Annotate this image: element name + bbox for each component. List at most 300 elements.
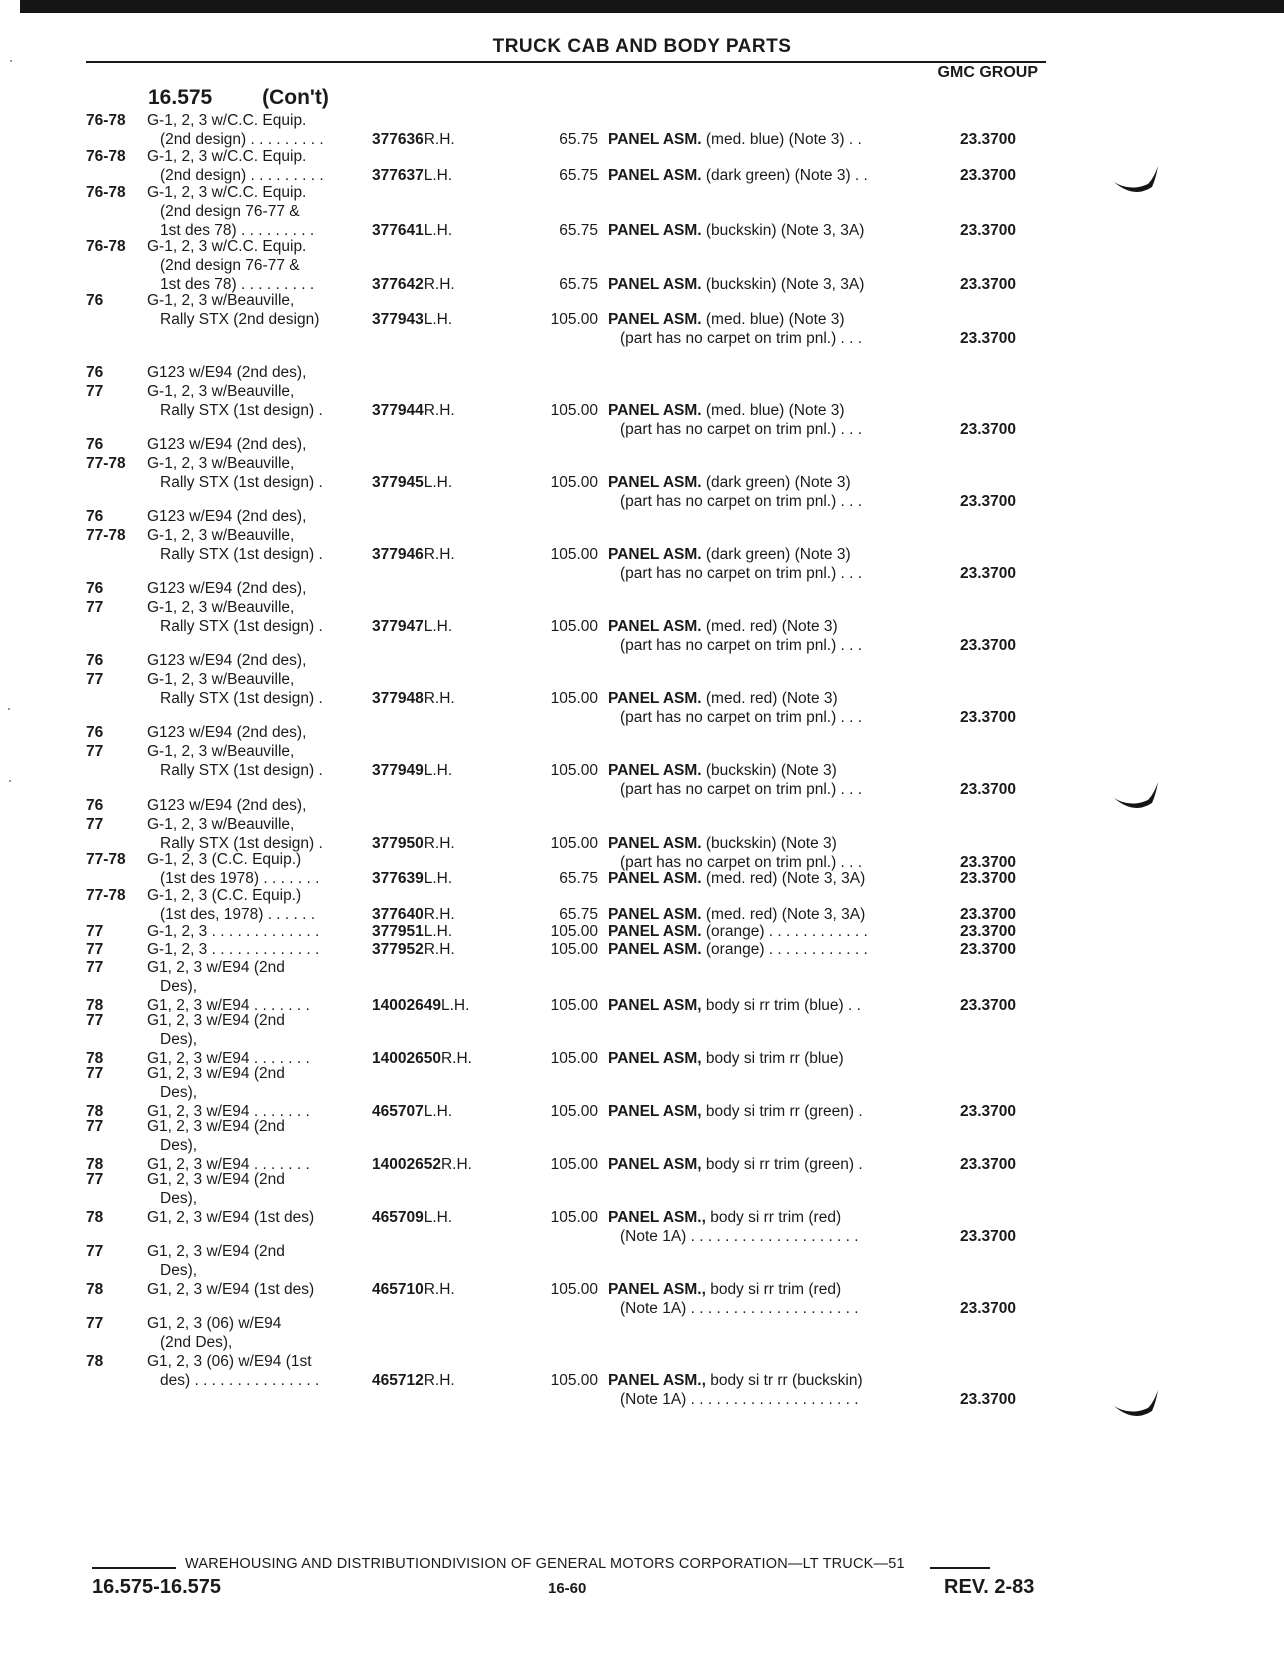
parts-entry [0, 291, 1284, 348]
model-year: 78 [86, 1156, 104, 1173]
group-label: GMC GROUP [937, 64, 1038, 81]
parts-entry [0, 1314, 1284, 1409]
side-designation: R.H. [423, 690, 455, 707]
catalog-group-number: 23.3700 [960, 1391, 1017, 1408]
catalog-group-number: 23.3700 [960, 941, 1017, 958]
entry-line [0, 1208, 1284, 1227]
catalog-group-number: 23.3700 [960, 1156, 1017, 1173]
entry-line [0, 1170, 1284, 1189]
price: 105.00 [550, 402, 598, 419]
description-name: PANEL ASM., [608, 1209, 706, 1226]
price: 105.00 [550, 546, 598, 563]
part-number-cell [372, 401, 500, 420]
model-year: 77 [86, 743, 104, 760]
footer-page-number: 16-60 [548, 1580, 587, 1597]
entry-line [0, 761, 1284, 780]
model-year: 77 [86, 1171, 104, 1188]
entry-line [0, 689, 1284, 708]
application-text: G1, 2, 3 w/E94 (2nd [147, 1065, 285, 1082]
description-text: (dark green) (Note 3) [701, 474, 851, 491]
application-text: G1, 2, 3 (06) w/E94 (1st [147, 1353, 312, 1370]
entry-line [0, 1371, 1284, 1390]
catalog-group-number: 23.3700 [960, 222, 1017, 239]
application-text: Des), [160, 1084, 198, 1101]
model-year: 76-78 [86, 112, 126, 129]
description-text: (part has no carpet on trim pnl.) . . . [620, 709, 863, 726]
model-year: 76-78 [86, 238, 126, 255]
side-designation: L.H. [423, 870, 453, 887]
description-name: PANEL ASM. [608, 923, 702, 940]
entry-line [0, 545, 1284, 564]
description-text: (part has no carpet on trim pnl.) . . . [620, 781, 863, 798]
application-text: (2nd design) . . . . . . . . . [160, 131, 324, 148]
model-year: 77 [86, 383, 104, 400]
application-text: G1, 2, 3 w/E94 . . . . . . . [147, 997, 310, 1014]
price: 105.00 [550, 1281, 598, 1298]
model-year: 78 [86, 1050, 104, 1067]
part-number: 377951 [372, 923, 424, 940]
description-cell [608, 1371, 863, 1390]
entry-line [0, 958, 1284, 977]
catalog-group-number: 23.3700 [960, 330, 1017, 347]
entry-line [0, 651, 1284, 670]
application-text: G-1, 2, 3 w/Beauville, [147, 599, 295, 616]
entry-line [0, 850, 1284, 869]
description-text: (Note 1A) . . . . . . . . . . . . . . . . . . . . [620, 1300, 859, 1317]
parts-entry [0, 111, 1284, 149]
entry-line [0, 1136, 1284, 1155]
description-name: PANEL ASM. [608, 618, 702, 635]
entry-line [0, 1261, 1284, 1280]
part-number-cell [372, 761, 500, 780]
model-year: 76-78 [86, 148, 126, 165]
binder-hole-mark [1112, 162, 1162, 196]
price: 105.00 [550, 835, 598, 852]
side-designation: L.H. [423, 1209, 453, 1226]
entry-line [0, 1083, 1284, 1102]
parts-entry [0, 723, 1284, 799]
description-text: (buckskin) (Note 3) [701, 835, 837, 852]
entry-line [0, 1064, 1284, 1083]
model-year: 77 [86, 1118, 104, 1135]
application-text: G-1, 2, 3 (C.C. Equip.) [147, 851, 302, 868]
part-number-cell [372, 922, 500, 941]
description-cell [608, 1280, 841, 1299]
part-number-cell [372, 940, 500, 959]
side-designation: R.H. [423, 906, 455, 923]
description-text: (buckskin) (Note 3, 3A) [701, 222, 865, 239]
parts-entry [0, 1170, 1284, 1246]
model-year: 77 [86, 1065, 104, 1082]
description-text: (med. red) (Note 3, 3A) [701, 906, 866, 923]
side-designation: R.H. [423, 402, 455, 419]
description-cell [608, 940, 868, 959]
application-text: (2nd design 76-77 & [160, 257, 300, 274]
price: 105.00 [550, 690, 598, 707]
description-text: (buckskin) (Note 3) [701, 762, 837, 779]
parts-entry [0, 958, 1284, 1015]
description-cell [620, 1390, 859, 1409]
entry-line [0, 796, 1284, 815]
parts-entry [0, 237, 1284, 294]
model-year: 77 [86, 671, 104, 688]
application-text: G-1, 2, 3 w/C.C. Equip. [147, 112, 307, 129]
part-number: 377641 [372, 222, 424, 239]
part-number-cell [372, 617, 500, 636]
part-number: 377948 [372, 690, 424, 707]
description-name: PANEL ASM, [608, 1103, 702, 1120]
parts-entry [0, 886, 1284, 924]
part-number: 377946 [372, 546, 424, 563]
binder-hole-mark [1112, 778, 1162, 812]
footer-revision: REV. 2-83 [944, 1576, 1035, 1598]
footer-range: 16.575-16.575 [92, 1576, 222, 1598]
part-number: 377945 [372, 474, 424, 491]
part-number: 465712 [372, 1372, 424, 1389]
part-number: 377943 [372, 311, 424, 328]
description-name: PANEL ASM. [608, 690, 702, 707]
description-text: (part has no carpet on trim pnl.) . . . [620, 854, 863, 871]
side-designation: R.H. [423, 941, 455, 958]
entry-line [0, 1011, 1284, 1030]
price: 65.75 [559, 906, 598, 923]
section-number: 16.575 [148, 86, 213, 109]
application-text: G-1, 2, 3 w/C.C. Equip. [147, 148, 307, 165]
footer-distributor: WAREHOUSING AND DISTRIBUTIONDIVISION OF GENERAL MOTORS CORPORATION—LT TRUCK—51 [185, 1556, 905, 1572]
side-designation: R.H. [440, 1050, 472, 1067]
description-name: PANEL ASM. [608, 762, 702, 779]
application-text: G-1, 2, 3 w/C.C. Equip. [147, 184, 307, 201]
application-text: G-1, 2, 3 w/Beauville, [147, 455, 295, 472]
application-text: Rally STX (1st design) . [160, 402, 323, 419]
scan-speck [10, 60, 12, 62]
entry-line [0, 1189, 1284, 1208]
part-number: 465707 [372, 1103, 424, 1120]
application-text: G1, 2, 3 w/E94 . . . . . . . [147, 1050, 310, 1067]
description-text: (part has no carpet on trim pnl.) . . . [620, 330, 863, 347]
price: 105.00 [550, 311, 598, 328]
parts-entry [0, 922, 1284, 941]
part-number-cell [372, 545, 500, 564]
side-designation: L.H. [423, 762, 453, 779]
application-text: Rally STX (1st design) . [160, 835, 323, 852]
entry-line [0, 940, 1284, 959]
model-year: 76 [86, 436, 104, 453]
application-text: G-1, 2, 3 w/Beauville, [147, 671, 295, 688]
part-number: 377640 [372, 906, 424, 923]
description-text: (orange) . . . . . . . . . . . . [701, 923, 868, 940]
entry-line [0, 183, 1284, 202]
entry-line [0, 1117, 1284, 1136]
parts-entry [0, 1242, 1284, 1318]
part-number: 377949 [372, 762, 424, 779]
part-number-cell [372, 473, 500, 492]
application-text: G1, 2, 3 w/E94 (2nd [147, 1243, 285, 1260]
application-text: Rally STX (1st design) . [160, 546, 323, 563]
scan-speck [9, 780, 11, 782]
part-number: 377637 [372, 167, 424, 184]
part-number-cell [372, 1208, 500, 1227]
entry-line [0, 507, 1284, 526]
entry-line [0, 256, 1284, 275]
description-text: body si rr trim (red) [705, 1209, 842, 1226]
application-text: G1, 2, 3 w/E94 (2nd [147, 1171, 285, 1188]
part-number-cell [372, 1371, 500, 1390]
description-text: (part has no carpet on trim pnl.) . . . [620, 493, 863, 510]
application-text: (2nd design 76-77 & [160, 203, 300, 220]
side-designation: R.H. [423, 131, 455, 148]
price: 105.00 [550, 997, 598, 1014]
description-name: PANEL ASM. [608, 870, 702, 887]
price: 105.00 [550, 923, 598, 940]
description-cell [608, 922, 868, 941]
model-year: 78 [86, 1281, 104, 1298]
description-cell [608, 401, 845, 420]
side-designation: R.H. [440, 1156, 472, 1173]
application-text: G1, 2, 3 w/E94 . . . . . . . [147, 1156, 310, 1173]
description-cell [608, 1208, 841, 1227]
catalog-group-number: 23.3700 [960, 1300, 1017, 1317]
catalog-group-number: 23.3700 [960, 709, 1017, 726]
model-year: 76 [86, 797, 104, 814]
parts-entry [0, 435, 1284, 511]
catalog-group-number: 23.3700 [960, 1103, 1017, 1120]
application-text: G1, 2, 3 w/E94 (2nd [147, 1012, 285, 1029]
part-number: 465710 [372, 1281, 424, 1298]
description-name: PANEL ASM. [608, 546, 702, 563]
application-text: G1, 2, 3 (06) w/E94 [147, 1315, 282, 1332]
scan-speck [8, 708, 10, 710]
description-text: (med. red) (Note 3) [701, 690, 838, 707]
description-cell [608, 545, 851, 564]
description-text: body si rr trim (red) [705, 1281, 842, 1298]
entry-line [0, 310, 1284, 329]
model-year: 77-78 [86, 851, 126, 868]
description-text: (med. blue) (Note 3) . . [701, 131, 862, 148]
catalog-group-number: 23.3700 [960, 167, 1017, 184]
application-text: G1, 2, 3 w/E94 (1st des) [147, 1209, 315, 1226]
application-text: (2nd Des), [160, 1334, 233, 1351]
model-year: 77 [86, 1012, 104, 1029]
model-year: 77-78 [86, 527, 126, 544]
price: 65.75 [559, 131, 598, 148]
side-designation: L.H. [423, 618, 453, 635]
side-designation: L.H. [423, 923, 453, 940]
description-name: PANEL ASM, [608, 1050, 702, 1067]
application-text: Des), [160, 1190, 198, 1207]
entry-line [0, 202, 1284, 221]
description-text: (Note 1A) . . . . . . . . . . . . . . . . . . . . [620, 1391, 859, 1408]
application-text: (1st des 1978) . . . . . . . [160, 870, 320, 887]
entry-line [0, 723, 1284, 742]
catalog-group-number: 23.3700 [960, 854, 1017, 871]
description-cell [620, 329, 862, 348]
catalog-group-number: 23.3700 [960, 906, 1017, 923]
application-text: G1, 2, 3 w/E94 (2nd [147, 1118, 285, 1135]
side-designation: R.H. [423, 1372, 455, 1389]
part-number: 14002652 [372, 1156, 441, 1173]
entry-line [0, 598, 1284, 617]
description-name: PANEL ASM. [608, 311, 702, 328]
model-year: 76 [86, 652, 104, 669]
description-name: PANEL ASM. [608, 402, 702, 419]
description-text: (dark green) (Note 3) [701, 546, 851, 563]
binder-hole-mark [1112, 1386, 1162, 1420]
side-designation: L.H. [440, 997, 470, 1014]
application-text: G-1, 2, 3 w/C.C. Equip. [147, 238, 307, 255]
application-text: G123 w/E94 (2nd des), [147, 797, 307, 814]
parts-entry [0, 850, 1284, 888]
model-year: 77 [86, 1315, 104, 1332]
description-name: PANEL ASM. [608, 167, 702, 184]
page-title: TRUCK CAB AND BODY PARTS [492, 36, 792, 57]
price: 105.00 [550, 762, 598, 779]
price: 105.00 [550, 941, 598, 958]
parts-entry [0, 651, 1284, 727]
price: 105.00 [550, 1103, 598, 1120]
entry-line [0, 401, 1284, 420]
description-text: (med. red) (Note 3) [701, 618, 838, 635]
side-designation: L.H. [423, 1103, 453, 1120]
part-number: 377952 [372, 941, 424, 958]
model-year: 78 [86, 997, 104, 1014]
application-text: Des), [160, 1137, 198, 1154]
description-text: (med. blue) (Note 3) [701, 311, 845, 328]
application-text: Rally STX (1st design) . [160, 618, 323, 635]
side-designation: L.H. [423, 474, 453, 491]
application-text: Rally STX (1st design) . [160, 690, 323, 707]
part-number: 377636 [372, 131, 424, 148]
description-name: PANEL ASM. [608, 835, 702, 852]
description-text: (buckskin) (Note 3, 3A) [701, 276, 865, 293]
description-cell [608, 761, 837, 780]
catalog-group-number: 23.3700 [960, 131, 1017, 148]
parts-entry [0, 940, 1284, 959]
application-text: G1, 2, 3 w/E94 . . . . . . . [147, 1103, 310, 1120]
description-text: (part has no carpet on trim pnl.) . . . [620, 565, 863, 582]
application-text: G-1, 2, 3 w/Beauville, [147, 816, 295, 833]
price: 105.00 [550, 474, 598, 491]
entry-line [0, 1314, 1284, 1333]
description-name: PANEL ASM. [608, 131, 702, 148]
model-year: 76-78 [86, 184, 126, 201]
description-name: PANEL ASM., [608, 1372, 706, 1389]
model-year: 76 [86, 724, 104, 741]
model-year: 78 [86, 1353, 104, 1370]
catalog-group-number: 23.3700 [960, 565, 1017, 582]
application-text: 1st des 78) . . . . . . . . . [160, 222, 315, 239]
price: 65.75 [559, 276, 598, 293]
application-text: G123 w/E94 (2nd des), [147, 436, 307, 453]
entry-line [0, 670, 1284, 689]
parts-entry [0, 1117, 1284, 1174]
price: 105.00 [550, 1156, 598, 1173]
entry-line [0, 617, 1284, 636]
part-number: 14002650 [372, 1050, 441, 1067]
entry-line [0, 111, 1284, 130]
part-number: 14002649 [372, 997, 441, 1014]
model-year: 78 [86, 1103, 104, 1120]
application-text: G-1, 2, 3 w/Beauville, [147, 743, 295, 760]
model-year: 77 [86, 923, 104, 940]
catalog-group-number: 23.3700 [960, 923, 1017, 940]
part-number-cell [372, 689, 500, 708]
model-year: 76 [86, 580, 104, 597]
application-text: G-1, 2, 3 w/Beauville, [147, 383, 295, 400]
model-year: 77 [86, 959, 104, 976]
description-text: body si rr trim (blue) . . [701, 997, 861, 1014]
description-text: body si trim rr (blue) [701, 1050, 844, 1067]
description-text: (orange) . . . . . . . . . . . . [701, 941, 868, 958]
part-number: 377950 [372, 835, 424, 852]
model-year: 76 [86, 292, 104, 309]
price: 65.75 [559, 167, 598, 184]
entry-line [0, 1030, 1284, 1049]
entry-line [0, 363, 1284, 382]
description-name: PANEL ASM. [608, 474, 702, 491]
part-number: 377642 [372, 276, 424, 293]
part-number: 465709 [372, 1209, 424, 1226]
part-number: 377947 [372, 618, 424, 635]
price: 105.00 [550, 1372, 598, 1389]
description-name: PANEL ASM., [608, 1281, 706, 1298]
part-number: 377944 [372, 402, 424, 419]
footer-rule-left [92, 1567, 176, 1569]
description-text: (med. red) (Note 3, 3A) [701, 870, 866, 887]
entry-line [0, 886, 1284, 905]
entry-line [0, 1390, 1284, 1409]
entry-line [0, 147, 1284, 166]
application-text: G123 w/E94 (2nd des), [147, 580, 307, 597]
model-year: 77 [86, 816, 104, 833]
application-text: 1st des 78) . . . . . . . . . [160, 276, 315, 293]
parts-entry [0, 1064, 1284, 1121]
entry-line [0, 382, 1284, 401]
description-name: PANEL ASM. [608, 276, 702, 293]
model-year: 78 [86, 1209, 104, 1226]
model-year: 76 [86, 508, 104, 525]
price: 65.75 [559, 222, 598, 239]
entry-line [0, 526, 1284, 545]
entry-line [0, 1352, 1284, 1371]
description-name: PANEL ASM, [608, 1156, 702, 1173]
catalog-group-number: 23.3700 [960, 421, 1017, 438]
side-designation: L.H. [423, 222, 453, 239]
catalog-group-number: 23.3700 [960, 493, 1017, 510]
application-text: G-1, 2, 3 w/Beauville, [147, 292, 295, 309]
application-text: (1st des, 1978) . . . . . . [160, 906, 316, 923]
application-text: Rally STX (1st design) . [160, 762, 323, 779]
description-text: body si trim rr (green) . [701, 1103, 863, 1120]
application-text: Rally STX (1st design) . [160, 474, 323, 491]
side-designation: R.H. [423, 276, 455, 293]
application-text: G-1, 2, 3 . . . . . . . . . . . . . [147, 923, 320, 940]
parts-entry [0, 1011, 1284, 1068]
side-designation: R.H. [423, 835, 455, 852]
entry-line [0, 1242, 1284, 1261]
section-continued: (Con't) [262, 86, 329, 109]
description-cell [608, 310, 845, 329]
parts-entry [0, 363, 1284, 439]
model-year: 77 [86, 1243, 104, 1260]
side-designation: L.H. [423, 311, 453, 328]
application-text: G-1, 2, 3 w/Beauville, [147, 527, 295, 544]
description-text: (dark green) (Note 3) . . [701, 167, 868, 184]
application-text: G1, 2, 3 w/E94 (2nd [147, 959, 285, 976]
side-designation: R.H. [423, 546, 455, 563]
description-text: (med. blue) (Note 3) [701, 402, 845, 419]
model-year: 77 [86, 599, 104, 616]
